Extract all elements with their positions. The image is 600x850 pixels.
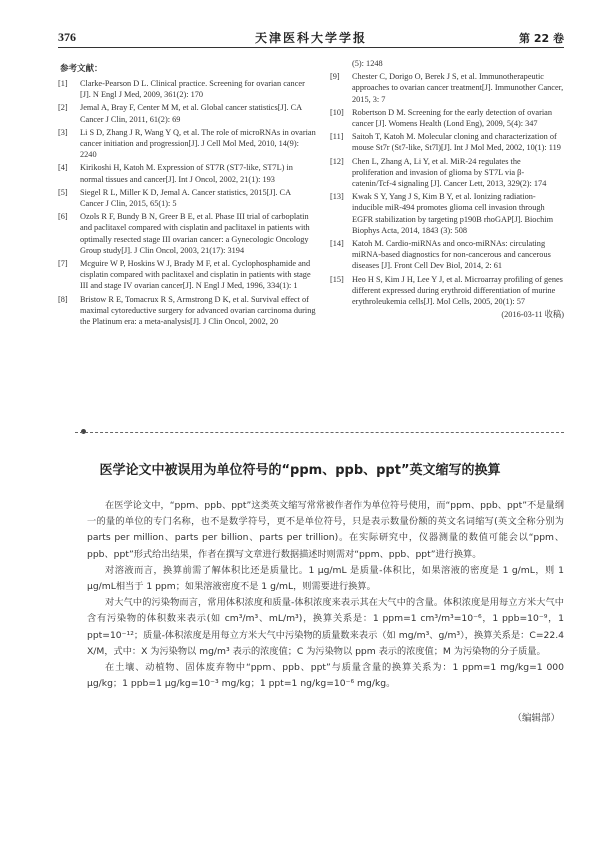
reference-number: [9]: [330, 72, 340, 82]
article-paragraph: 在土壤、动植物、固体废弃物中“ppm、ppb、ppt”与质量含量的换算关系为：1 ppm=1 mg/kg=1 000 μg/kg；1 ppb=1 μg/kg=10⁻³ mg/kg；1 ppt=1 ng/kg=10⁻⁶ mg/kg。: [87, 662, 564, 690]
reference-number: [4]: [58, 163, 68, 173]
reference-text: Li S D, Zhang J R, Wang Y Q, et al. The role of microRNAs in ovarian cancer initiation and progression[J]. J Cell Mol Med, 2010, 14(9): 2240: [80, 127, 316, 160]
reference-item: [58, 258, 316, 292]
references-section: [58, 58, 564, 358]
received-date: (2016-03-11 收稿): [501, 310, 564, 320]
reference-item: [58, 127, 316, 161]
reference-text: Kirikoshi H, Katoh M. Expression of ST7R (ST7-like, ST7L) in normal tissues and cancer[J]. Int J Oncol, 2002, 21(1): 193: [80, 163, 293, 184]
editor-signature: （编辑部）: [512, 713, 560, 724]
section-separator: [75, 432, 564, 433]
reference-text: Katoh M. Cardio-miRNAs and onco-miRNAs: circulating miRNA-based diagnostics for non-cancerous and cancerous diseases [J]. Front Cell Dev Biol, 2014, 2: 61: [352, 239, 551, 271]
references-right-column: [330, 58, 564, 320]
article-paragraph: 对溶液而言，换算前需了解体积比还是质量比。1 μg/mL 是质量-体积比，如果溶液的密度是 1 g/mL，则 1 μg/mL相当于 1 ppm；如果溶液密度不是 1 g/mL，则需要进行换算。: [87, 564, 564, 593]
page-header: [58, 28, 564, 48]
reference-text: Heo H S, Kim J H, Lee Y J, et al. Microarray profiling of genes different expressed during erythroid differentiation of murine erythroleukemia cells[J]. Mol Cells, 2005, 20(1): 57: [352, 274, 563, 307]
reference-text: Robertson D M. Screening for the early detection of ovarian cancer [J]. Womens Health (Lond Eng), 2009, 5(4): 347: [352, 107, 552, 129]
reference-text: Chester C, Dorigo O, Berek J S, et al. Immunotherapeutic approaches to ovarian cancer treatment[J]. Immunother Cancer, 2015, 3: 7: [352, 72, 564, 104]
reference-item: [58, 187, 316, 209]
journal-name: 天津医科大学学报: [254, 31, 367, 45]
reference-number: [6]: [58, 212, 68, 222]
reference-text: Bristow R E, Tomacrux R S, Armstrong D K, et al. Survival effect of maximal cytoreductive surgery for advanced ovarian carcinoma during the Platinum era: a meta-analysis[J]. J Clin Oncol, 2002, 20: [80, 294, 316, 327]
reference-number: [7]: [58, 259, 68, 269]
reference-number: [3]: [58, 127, 68, 137]
reference-text: Saitoh T, Katoh M. Molecular cloning and characterization of mouse St7r (St7-like, St7l)[J]. Int J Mol Med, 2002, 10(1): 119: [352, 132, 561, 153]
reference-text: Jemal A, Bray F, Center M M, et al. Global cancer statistics[J]. CA Cancer J Clin, 2011, 61(2): 69: [80, 103, 302, 124]
reference-text: Kwak S Y, Yang J S, Kim B Y, et al. Ionizing radiation-inducible miR-494 promotes glioma cell invasion through EGFR stabilization by targeting p190B rhoGAP[J]. Biochim Biophys Acta, 2014, 1843 (3): 508: [352, 192, 554, 235]
reference-number: [13]: [330, 192, 344, 202]
reference-number: [5]: [58, 187, 68, 197]
references-title: 参考文献：: [60, 64, 103, 74]
article-paragraph: 对大气中的污染物而言，常用体积浓度和质量-体积浓度来表示其在大气中的含量。体积浓度是用每立方米大气中含有污染物的体积数来表示(如 cm³/m³、mL/m³)，换算关系是：1 ppm=1 cm³/m³=10⁻⁶，1 ppb=10⁻⁹，1 ppt=10⁻¹²；质量-体积浓度是用每立方米大气中污染物的质量数来表示（如 mg/m³、g/m³），换算关系是：C=22.4 X/M，式中：X 为污染物以 mg/m³ 表示的浓度值；C 为污染物以 ppm 表示的浓度值；M 为污染物的分子质量。: [87, 597, 564, 657]
reference-continuation: (5): 1248: [352, 59, 383, 68]
page-number: 376: [58, 30, 76, 44]
reference-text: Siegel R L, Miller K D, Jemal A. Cancer statistics, 2015[J]. CA Cancer J Clin, 2015, 65(1): 5: [80, 187, 291, 209]
volume-label: 第 22 卷: [519, 32, 564, 45]
reference-number: [14]: [330, 239, 344, 249]
reference-item: [330, 274, 564, 308]
reference-number: [11]: [330, 132, 344, 142]
reference-number: [12]: [330, 156, 344, 166]
reference-text: Chen L, Zhang A, Li Y, et al. MiR-24 regulates the proliferation and invasion of glioma by ST7L via β-catenin/Tcf-4 signaling [J]. Cancer Lett, 2013, 329(2): 174: [352, 156, 547, 189]
header-rule: [58, 47, 564, 48]
reference-text: Mcguire W P, Hoskins W J, Brady M F, et al. Cyclophosphamide and cisplatin compared with paclitaxel and cisplatin in patients with stage III and stage IV ovarian cancer[J]. N Engl J Med, 1996, 334(1): 1: [80, 259, 311, 291]
reference-number: [1]: [58, 79, 68, 88]
reference-item: [58, 211, 316, 256]
reference-item: [330, 71, 564, 105]
references-left-column: [58, 78, 316, 329]
reference-item: [58, 294, 316, 328]
reference-item: [58, 162, 316, 184]
reference-text: Clarke-Pearson D L. Clinical practice. Screening for ovarian cancer [J]. N Engl J Med, 2009, 361(2): 170: [80, 79, 305, 100]
reference-number: [8]: [58, 294, 68, 304]
reference-item: [58, 78, 316, 100]
article-body: [87, 498, 564, 692]
reference-item: [58, 102, 316, 124]
reference-item: [330, 131, 564, 153]
article-title: 医学论文中被误用为单位符号的“ppm、ppb、ppt”英文缩写的换算: [99, 463, 501, 478]
reference-item: [330, 238, 564, 272]
reference-item: [330, 156, 564, 190]
reference-number: [15]: [330, 274, 344, 284]
reference-text: Ozols R F, Bundy B N, Greer B E, et al. Phase III trial of carboplatin and paclitaxel compared with cisplatin and paclitaxel in patients with optimally resected stage III ovarian cancer: a Gynecologic Oncology Group study[J]. J Clin Oncol, 2003, 21(17): 3194: [80, 212, 310, 255]
reference-number: [10]: [330, 107, 344, 117]
reference-item: [330, 191, 564, 236]
article-paragraph: 在医学论文中，“ppm、ppb、ppt”这类英文缩写常常被作者作为单位符号使用，而“ppm、ppb、ppt”不是量纲一的量的单位的专门名称，也不是数学符号，更不是单位符号，只是表示数量份额的英文名词缩写(英文全称分别为 parts per million、parts per billion、parts per trillion)。在实际研究中，仪器测量的数值可能会以“ppm、ppb、ppt”形式给出结果，作者在撰写文章进行数据描述时则需对“ppm、ppb、ppt”进行换算。: [87, 500, 564, 560]
reference-item: [330, 107, 564, 129]
reference-number: [2]: [58, 103, 68, 113]
